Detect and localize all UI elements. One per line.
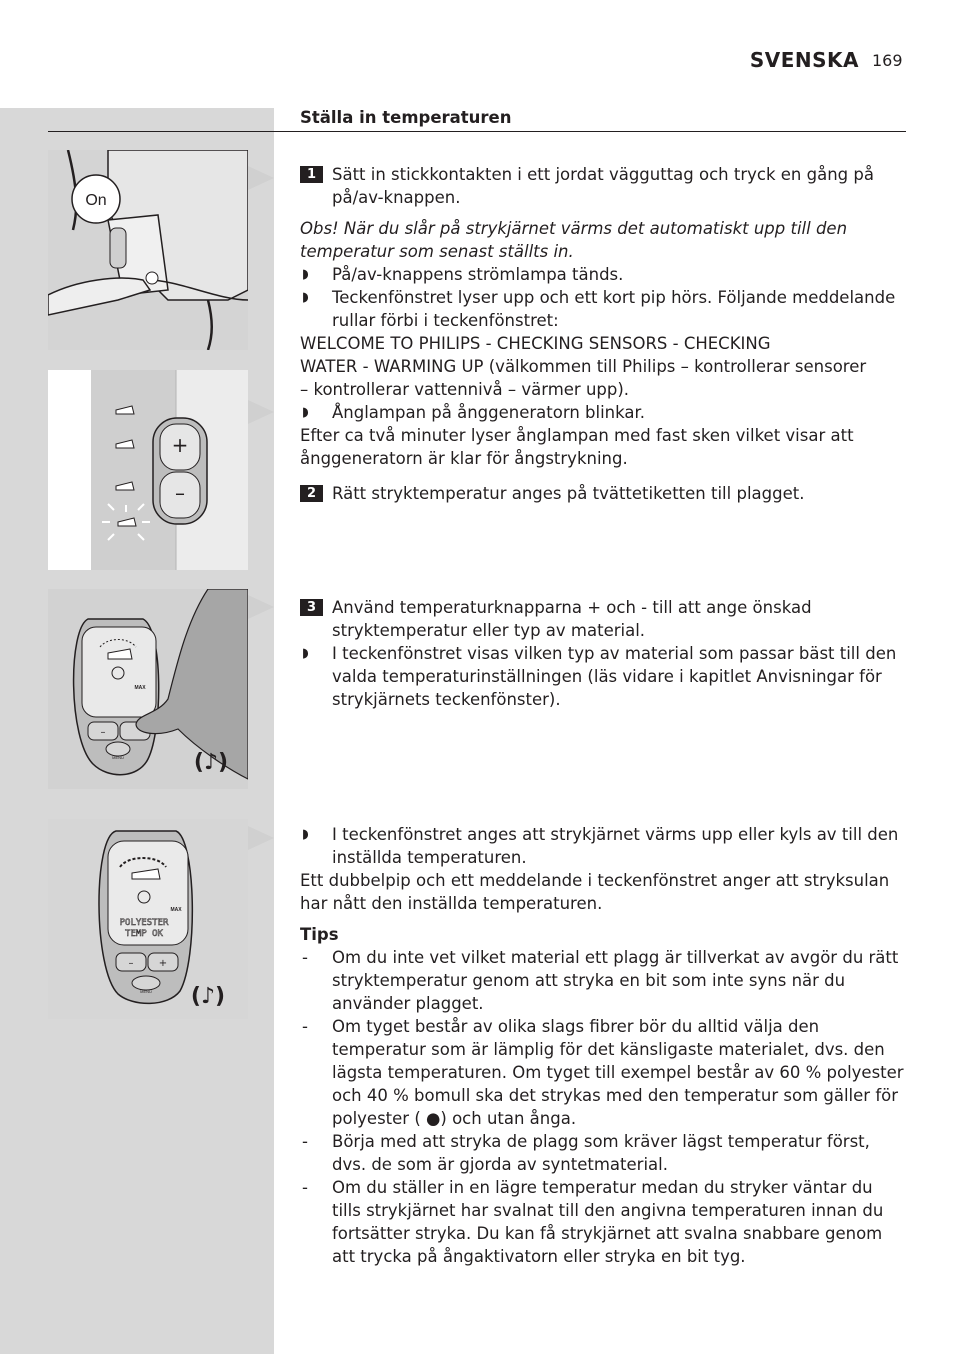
bullet bbox=[300, 263, 906, 286]
step1-paragraph: Efter ca två minuter lyser ånglampan med fast sken vilket visar att ånggeneratorn är klar för ångstrykning. bbox=[300, 426, 854, 468]
menu-label: MENU bbox=[112, 755, 124, 760]
tip-item: - Om du ställer in en lägre temperatur medan du stryker väntar du tills strykjärnet har svalnat till den angivna temperaturen innan du fortsätter stryka. Du kan få strykjärnet att svalna snabbare genom att trycka på ångaktivatorn eller stryka en bit tyg. bbox=[302, 1178, 884, 1266]
page-number: 169 bbox=[872, 51, 903, 70]
tip-text: Om du ställer in en lägre temperatur medan du stryker väntar du tills strykjärnet har svalnat till den angivna temperaturen innan du fortsätter stryka. Du kan få strykjärnet att svalna snabbare genom att trycka på ångaktivatorn eller stryka en bit tyg. bbox=[332, 1178, 884, 1266]
bullet-text: I teckenfönstret visas vilken typ av material som passar bäst till den valda temperaturinställningen (läs vidare i kapitlet Anvisningar för strykjärnets teckenfönster). bbox=[332, 644, 897, 709]
figure-handle-temp-ok bbox=[48, 819, 248, 1019]
bullet-icon: ◗ bbox=[302, 646, 309, 661]
tip-item: - Om tyget består av olika slags fibrer bör du alltid välja den temperatur som är lämplig för det känsligaste materialet, dvs. den lägsta temperaturen. Om tyget till exempel består av 60 % polyester och 40 % bomull ska det strykas med den temperatur som gäller för polyester ( ●) och utan ånga. bbox=[302, 1017, 904, 1128]
figure-pointer bbox=[248, 595, 274, 619]
step-number: 3 bbox=[300, 599, 323, 616]
menu-label: MENU bbox=[140, 989, 152, 994]
tip-item: - Börja med att stryka de plagg som kräver lägst temperatur först, dvs. de som är gjorda av syntetmaterial. bbox=[302, 1132, 870, 1174]
step-number: 1 bbox=[300, 166, 323, 183]
svg-text:–: – bbox=[100, 727, 106, 738]
bullet bbox=[300, 401, 906, 424]
display-line1: POLYESTER bbox=[119, 918, 169, 928]
figure-pointer bbox=[248, 400, 274, 424]
svg-text:+: + bbox=[158, 958, 168, 969]
step1 bbox=[300, 163, 906, 209]
message-line: WELCOME TO PHILIPS - CHECKING SENSORS - CHECKING bbox=[300, 334, 771, 353]
svg-text:–: – bbox=[175, 481, 185, 505]
step2 bbox=[300, 482, 906, 505]
step2-block bbox=[300, 482, 906, 505]
section-title: Ställa in temperaturen bbox=[300, 108, 512, 127]
bullet-icon: ◗ bbox=[302, 290, 309, 305]
tips-heading: Tips bbox=[300, 925, 339, 944]
bullet-icon: ◗ bbox=[302, 405, 309, 420]
tip-item: - Om du inte vet vilket material ett plagg är tillverkat av avgör du rätt stryktemperatur genom att stryka en bit som inte syns när du använder plagget. bbox=[302, 948, 899, 1013]
step3-block bbox=[300, 596, 906, 711]
figure-power-button bbox=[48, 150, 248, 350]
bullet-text: Teckenfönstret lyser upp och ett kort pip hörs. Följande meddelande rullar förbi i teckenfönstret: bbox=[332, 288, 896, 330]
step2-text: Rätt stryktemperatur anges på tvättetiketten till plagget. bbox=[332, 484, 805, 503]
display-line2: TEMP OK bbox=[125, 929, 163, 939]
tip-text: Börja med att stryka de plagg som kräver lägst temperatur först, dvs. de som är gjorda av syntetmaterial. bbox=[332, 1132, 870, 1174]
step1-note: Obs! När du slår på strykjärnet värms det automatiskt upp till den temperatur som senast ställts in. bbox=[300, 219, 848, 261]
bullet bbox=[300, 286, 906, 332]
bullet-icon: ◗ bbox=[302, 267, 309, 282]
bullet-text: I teckenfönstret anges att strykjärnet värms upp eller kyls av till den inställda temperaturen. bbox=[332, 825, 899, 867]
step1-block bbox=[300, 163, 906, 470]
bullet-text: Ånglampan på ånggeneratorn blinkar. bbox=[332, 403, 646, 422]
sound-icon: (♪) bbox=[193, 750, 229, 775]
figure-pointer bbox=[248, 826, 274, 850]
sound-icon: (♪) bbox=[190, 984, 226, 1009]
step3-text: Använd temperaturknapparna + och - till att ange önskad stryktemperatur eller typ av material. bbox=[332, 598, 812, 640]
bullet-icon: ◗ bbox=[302, 827, 309, 842]
message-line: – kontrollerar vattennivå – värmer upp). bbox=[300, 380, 630, 399]
step4-paragraph: Ett dubbelpip och ett meddelande i teckenfönstret anger att stryksulan har nått den inställda temperaturen. bbox=[300, 871, 890, 913]
svg-text:–: – bbox=[128, 958, 134, 969]
tip-text: Om du inte vet vilket material ett plagg är tillverkat av avgör du rätt stryktemperatur genom att stryka en bit som inte syns när du använder plagget. bbox=[332, 948, 899, 1013]
section-rule bbox=[48, 131, 906, 132]
bullet bbox=[300, 823, 906, 869]
max-label: MAX bbox=[134, 685, 146, 691]
message-line: WATER - WARMING UP (välkommen till Philips – kontrollerar sensorer bbox=[300, 357, 867, 376]
figure-temperature-panel bbox=[48, 370, 248, 570]
bullet-text: På/av-knappens strömlampa tänds. bbox=[332, 265, 624, 284]
max-label: MAX bbox=[170, 907, 182, 913]
step-number: 2 bbox=[300, 485, 323, 502]
bullet bbox=[300, 642, 906, 711]
step3 bbox=[300, 596, 906, 642]
on-label: On bbox=[85, 192, 107, 209]
figure-pointer bbox=[248, 166, 274, 190]
step1-text: Sätt in stickkontakten i ett jordat vägguttag och tryck en gång på på/av-knappen. bbox=[332, 165, 874, 207]
step4-block bbox=[300, 823, 906, 1268]
header-language: SVENSKA bbox=[749, 48, 859, 72]
svg-text:+: + bbox=[171, 433, 189, 457]
figure-handle-display bbox=[48, 589, 248, 789]
tip-text: Om tyget består av olika slags fibrer bör du alltid välja den temperatur som är lämplig för det känsligaste materialet, dvs. den lägsta temperaturen. Om tyget till exempel består av 60 % polyester och 40 % bomull ska det strykas med den temperatur som gäller för polyester ( ●) och utan ånga. bbox=[332, 1017, 904, 1128]
